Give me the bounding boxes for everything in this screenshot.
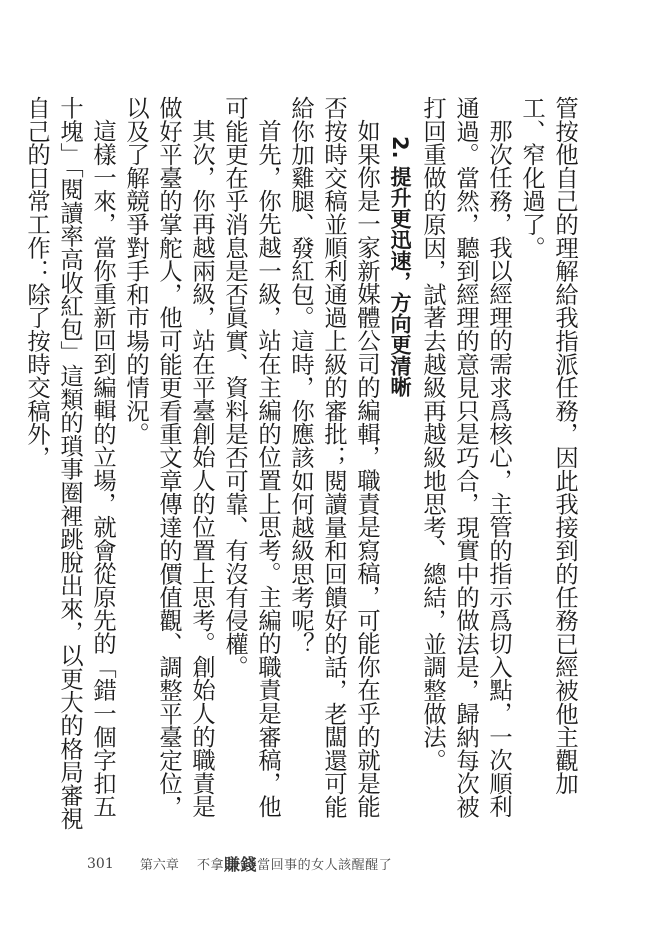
book-title-emphasis: 賺錢 <box>224 855 258 874</box>
book-title-part2: 當回事的女人該醒醒了 <box>257 858 393 873</box>
vertical-body-text <box>23 96 581 836</box>
chapter-label: 第六章 <box>139 858 179 873</box>
book-title <box>197 852 392 875</box>
page-number: 301 <box>87 855 114 872</box>
paragraph-first-level: 首先，你先越一級，站在主編的位置上思考。主編的職責是審稿，他可能更在乎消息是否眞實、資料是否可靠、有沒有侵權。 <box>221 96 281 819</box>
paragraph-second-level: 其次，你再越兩級，站在平臺創始人的位置上思考。創始人的職責是做好平臺的掌舵人，他可能更看重文章傳達的價值觀、調整平臺定位，以及了解競爭對手和市場的情況。 <box>122 96 215 819</box>
page-footer <box>87 852 392 875</box>
paragraph-task-story: 那次任務，我以經理的需求爲核心，主管的指示爲切入點，一次順利通過。當然，聽到經理的意見只是巧合，現實中的做法是，歸納每次被打回重做的原因，試著去越級再越級地思考、總結，並調整做法。 <box>419 96 512 819</box>
paragraph-continuation: 管按他自己的理解給我指派任務，因此我接到的任務已經被他主觀加工、窄化過了。 <box>518 96 578 795</box>
paragraph-editor-example: 如果你是一家新媒體公司的編輯，職責是寫稿，可能你在乎的就是能否按時交稿並順利通過上級的審批；閱讀量和回饋好的話，老闆還可能給你加雞腿、發紅包。這時，你應該如何越級思考呢？ <box>287 96 380 819</box>
paragraph-conclusion: 這樣一來，當你重新回到編輯的立場，就會從原先的「錯一個字扣五十塊」「閱讀率高收紅包」這類的瑣事圈裡跳脫出來，以更大的格局審視自己的日常工作：除了按時交稿外， <box>23 96 116 830</box>
section-heading: 2. 提升更迅速，方向更清晰 <box>388 136 412 397</box>
book-title-part1: 不拿 <box>197 858 225 873</box>
